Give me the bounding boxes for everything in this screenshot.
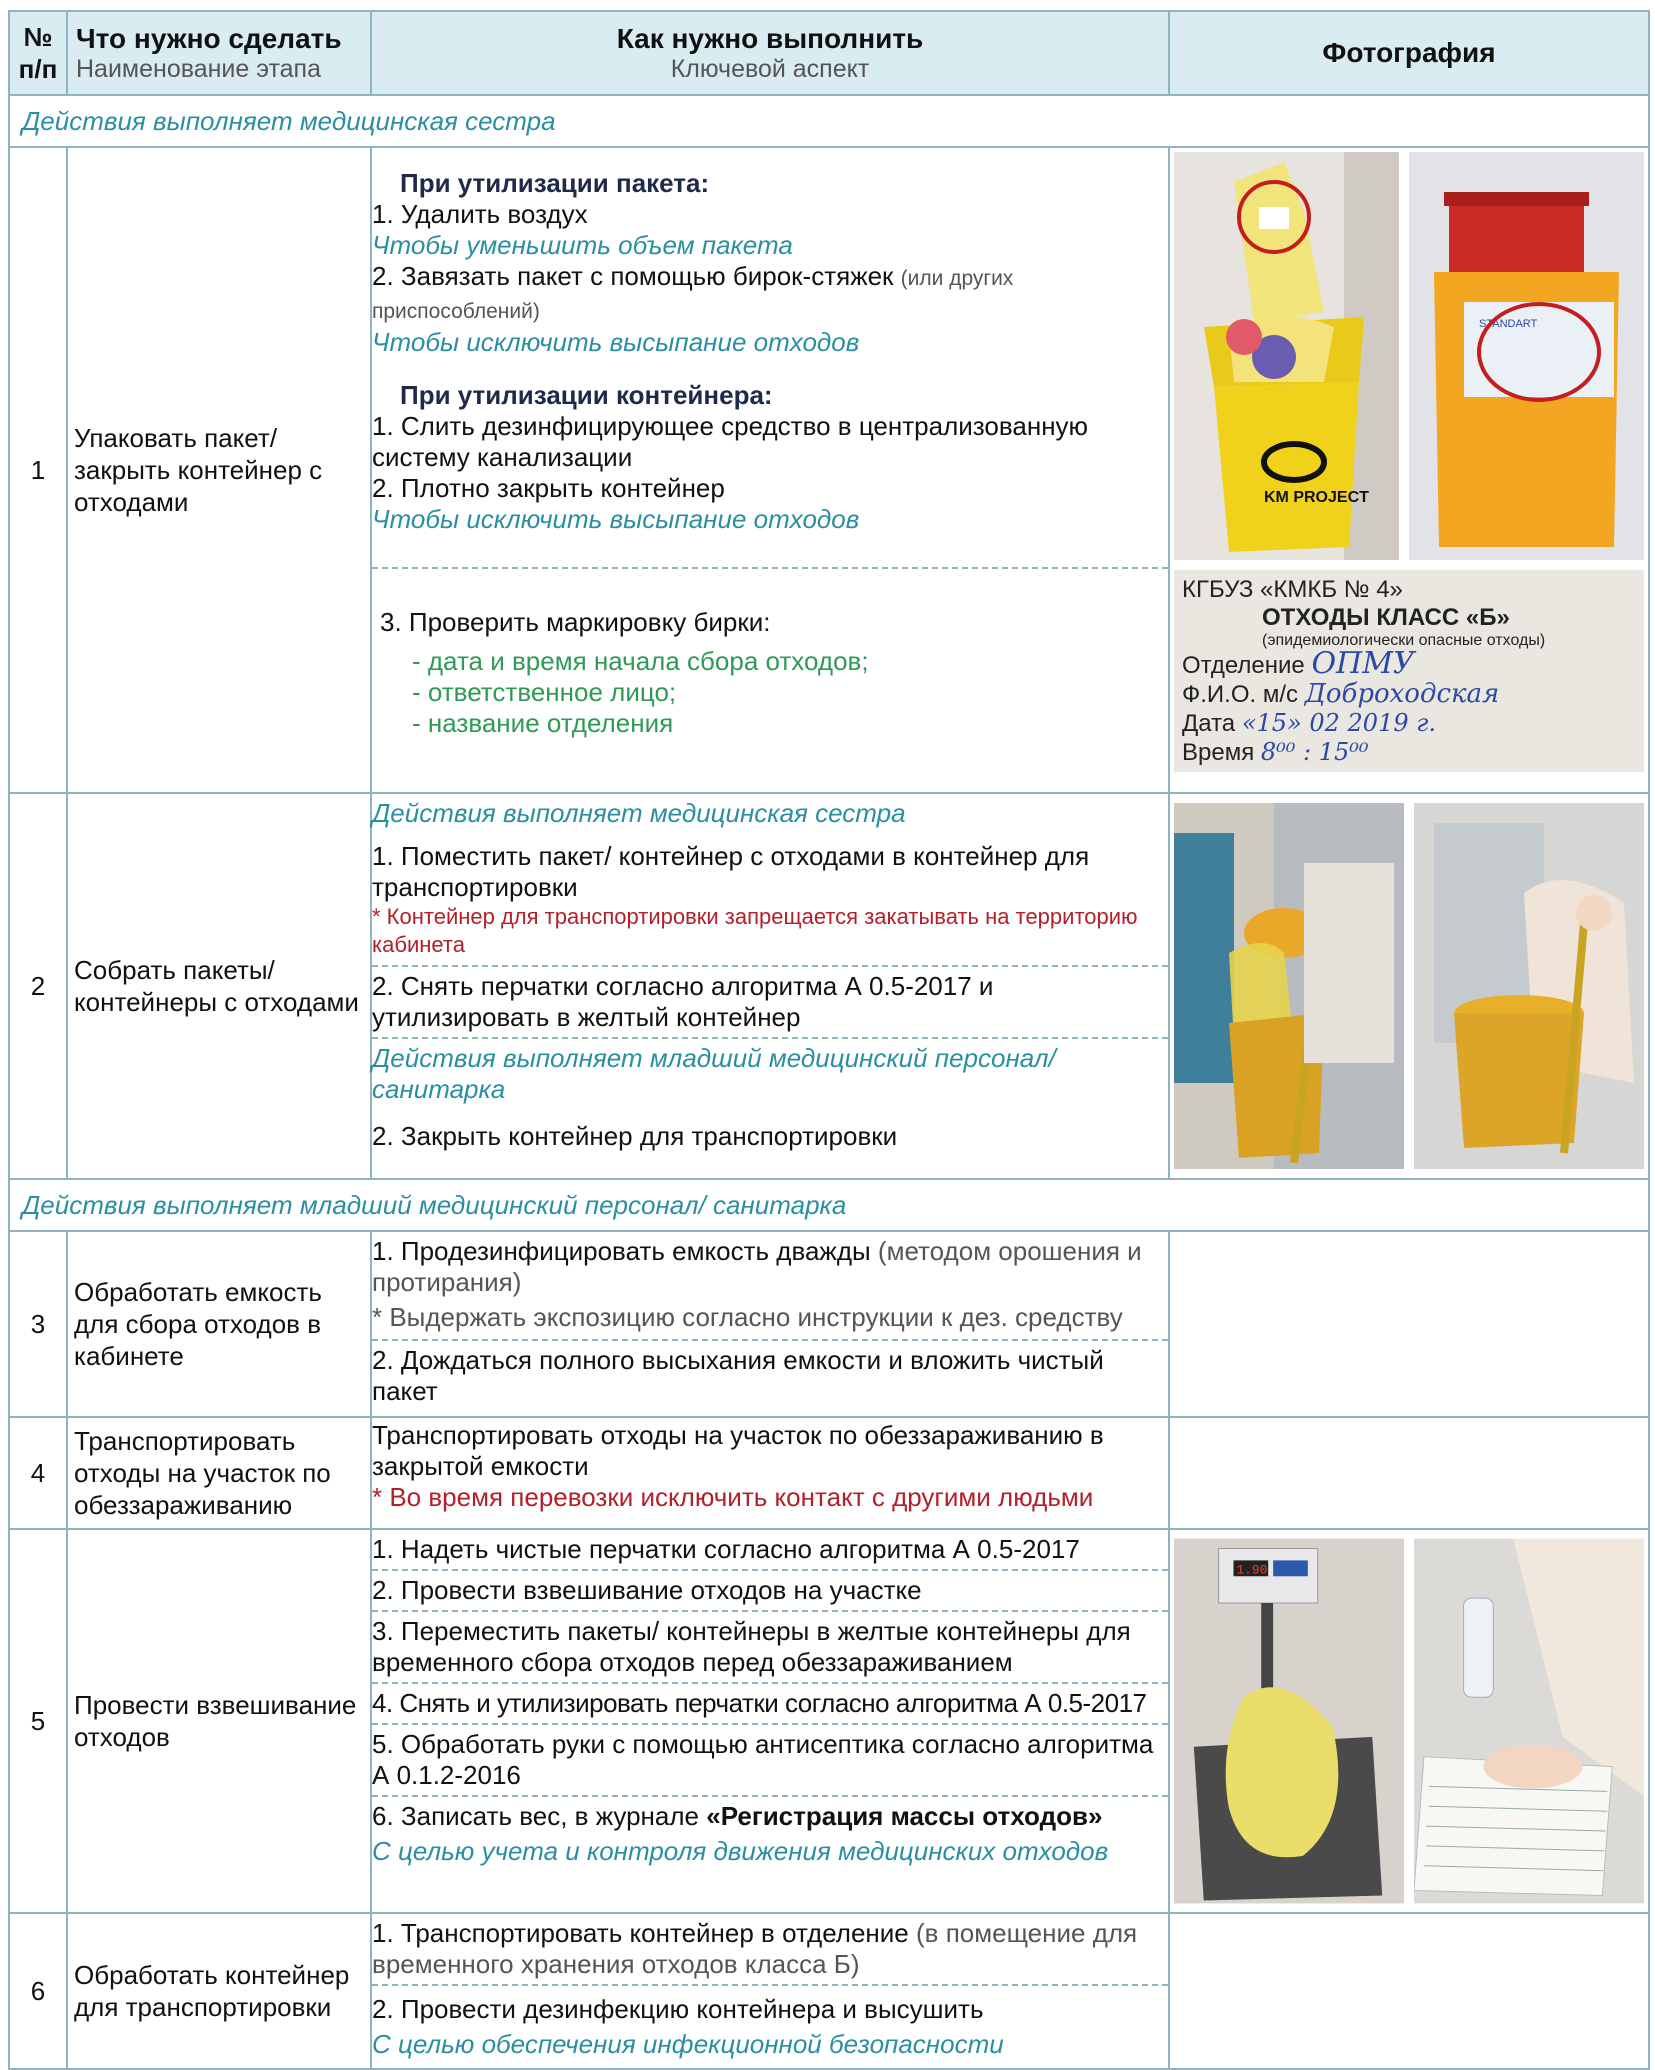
row-number: 2 <box>9 793 67 1179</box>
waste-tag-photo <box>1174 570 1644 772</box>
step-name: Транспортировать отходы на участок по обеззараживанию <box>67 1417 371 1529</box>
note: Чтобы уменьшить объем пакета <box>372 230 793 260</box>
instruction: 1. Продезинфицировать емкость дважды (методом орошения и протирания) <box>372 1236 1142 1297</box>
tag-line: КГБУЗ «КМКБ № 4» <box>1182 576 1403 603</box>
note: С целью учета и контроля движения медицинских отходов <box>372 1836 1109 1866</box>
logo-text: KM PROJECT <box>1264 489 1369 506</box>
instruction: 3. Проверить маркировку бирки: <box>380 607 771 637</box>
table-row <box>9 1913 1649 2069</box>
table-row <box>9 1417 1649 1529</box>
nurse-placing-bag-photo <box>1174 803 1404 1169</box>
table-row <box>9 793 1649 1179</box>
warning-note: * Контейнер для транспортировки запрещается закатывать на территорию кабинета <box>372 904 1138 957</box>
photo-cell-empty <box>1169 1913 1649 2069</box>
note: Чтобы исключить высыпание отходов <box>372 327 860 357</box>
photo-cell <box>1169 147 1649 793</box>
subheading: При утилизации пакета: <box>400 168 710 198</box>
instruction: 1. Надеть чистые перчатки согласно алгоритма А 0.5-2017 <box>372 1534 1080 1564</box>
journal-writing-photo <box>1414 1537 1644 1905</box>
instruction: 2. Дождаться полного высыхания емкости и вложить чистый пакет <box>372 1339 1168 1411</box>
photo-cell-empty <box>1169 1231 1649 1417</box>
instruction: 6. Записать вес, в журнале «Регистрация массы отходов» <box>372 1795 1168 1836</box>
instruction: 1. Транспортировать контейнер в отделение (в помещение для временного хранения отходов класса Б) <box>372 1918 1138 1979</box>
what-subtitle: Наименование этапа <box>76 54 321 83</box>
row-number: 6 <box>9 1913 67 2069</box>
col-how-header <box>371 11 1169 95</box>
step-name: Упаковать пакет/ закрыть контейнер с отходами <box>67 147 371 793</box>
how-title: Как нужно выполнить <box>616 22 924 54</box>
row-number: 3 <box>9 1231 67 1417</box>
photo-pair <box>1174 1537 1644 1905</box>
row-number: 5 <box>9 1529 67 1913</box>
photo-cell-empty <box>1169 1417 1649 1529</box>
step-details <box>371 1417 1169 1529</box>
row-number: 1 <box>9 147 67 793</box>
band-nurse: Действия выполняет медицинская сестра <box>9 95 1649 147</box>
step-name: Провести взвешивание отходов <box>67 1529 371 1913</box>
instruction: 2. Снять перчатки согласно алгоритма А 0.5-2017 и утилизировать в желтый контейнер <box>372 965 1168 1037</box>
row-number: 4 <box>9 1417 67 1529</box>
table-row <box>9 1231 1649 1417</box>
instruction: 1. Слить дезинфицирующее средство в централизованную систему канализации <box>372 411 1089 472</box>
note: Чтобы исключить высыпание отходов <box>372 504 860 534</box>
step-details <box>371 147 1169 793</box>
yellow-bin-photo <box>1174 152 1399 560</box>
step-name: Собрать пакеты/ контейнеры с отходами <box>67 793 371 1179</box>
warning-note: * Во время перевозки исключить контакт с другими людьми <box>372 1482 1094 1512</box>
col-what-header <box>67 11 371 95</box>
tag-field: Ф.И.О. м/с Доброходская <box>1182 679 1500 709</box>
step-name: Обработать контейнер для транспортировки <box>67 1913 371 2069</box>
instruction: 3. Переместить пакеты/ контейнеры в желтые контейнеры для временного сбора отходов перед обеззараживанием <box>372 1610 1168 1682</box>
step-name: Обработать емкость для сбора отходов в кабинете <box>67 1231 371 1417</box>
checklist-item: - дата и время начала сбора отходов; <box>412 646 869 676</box>
instruction: 2. Закрыть контейнер для транспортировки <box>372 1121 898 1151</box>
photo-cell <box>1169 793 1649 1179</box>
tag-field: Отделение ОПМУ <box>1182 646 1415 681</box>
role-note: Действия выполняет младший медицинский персонал/ санитарка <box>372 1037 1168 1109</box>
instruction: 2. Плотно закрыть контейнер <box>372 473 725 503</box>
tag-field: Дата «15» 02 2019 г. <box>1182 709 1436 737</box>
subheading: При утилизации контейнера: <box>400 380 773 410</box>
instruction: 1. Удалить воздух <box>372 199 588 229</box>
instruction: 4. Снять и утилизировать перчатки согласно алгоритма А 0.5-2017 <box>372 1682 1168 1723</box>
instruction-text: 2. Завязать пакет с помощью бирок-стяжек <box>372 261 894 291</box>
band-row <box>9 95 1649 147</box>
instruction: 2. Провести дезинфекцию контейнера и высушить <box>372 1984 1168 2029</box>
checklist-item: - название отделения <box>412 708 674 738</box>
scale-weighing-photo <box>1174 1537 1404 1905</box>
col-num-header: № п/п <box>9 11 67 95</box>
table-row <box>9 147 1649 793</box>
procedure-table <box>8 10 1650 2070</box>
closing-container-photo <box>1414 803 1644 1169</box>
note: С целью обеспечения инфекционной безопасности <box>372 2029 1004 2059</box>
instruction: Транспортировать отходы на участок по обеззараживанию в закрытой емкости <box>372 1420 1104 1481</box>
scale-readout: 1.90 <box>1236 1562 1268 1578</box>
photo-pair <box>1174 152 1644 560</box>
tag-line: ОТХОДЫ КЛАСС «Б» <box>1262 604 1510 631</box>
band-junior-staff: Действия выполняет младший медицинский персонал/ санитарка <box>9 1179 1649 1231</box>
what-title: Что нужно сделать <box>76 22 342 54</box>
table-header-row <box>9 11 1649 95</box>
instruction: 2. Провести взвешивание отходов на участке <box>372 1569 1168 1610</box>
step-details-top <box>372 148 1168 567</box>
note: * Выдержать экспозицию согласно инструкции к дез. средству <box>372 1302 1123 1332</box>
step-details <box>371 1529 1169 1913</box>
role-note: Действия выполняет медицинская сестра <box>372 798 906 828</box>
step-details <box>371 1231 1169 1417</box>
tag-field: Время 8⁰⁰ : 15⁰⁰ <box>1182 738 1369 766</box>
instruction <box>372 261 1168 327</box>
step-details-bottom <box>372 567 1168 739</box>
photo-cell <box>1169 1529 1649 1913</box>
instruction: 5. Обработать руки с помощью антисептика согласно алгоритма А 0.1.2-2016 <box>372 1723 1168 1795</box>
step-details <box>371 793 1169 1179</box>
instruction-aside: (или других приспособлений) <box>372 267 1014 323</box>
step-details <box>371 1913 1169 2069</box>
red-lid-container-photo <box>1409 152 1644 560</box>
checklist-item: - ответственное лицо; <box>412 677 677 707</box>
band-row <box>9 1179 1649 1231</box>
col-photo-header: Фотография <box>1169 11 1649 95</box>
instruction: 1. Поместить пакет/ контейнер с отходами в контейнер для транспортировки <box>372 841 1090 902</box>
table-row <box>9 1529 1649 1913</box>
tag-line: (эпидемиологически опасные отходы) <box>1262 632 1546 649</box>
photo-pair <box>1174 803 1644 1169</box>
sticker-text: STANDART <box>1479 318 1538 330</box>
how-subtitle: Ключевой аспект <box>670 54 870 83</box>
